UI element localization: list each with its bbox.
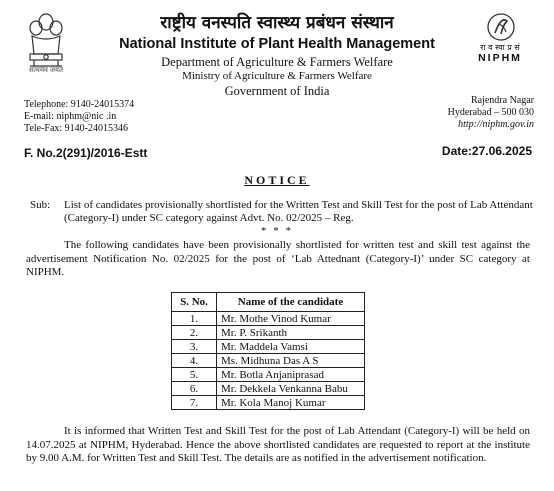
logo-hindi-text: रा व स्वा प्र सं [480,43,520,52]
table-header-row [172,293,365,312]
row-sno: 3. [172,340,217,354]
row-name: Ms. Midhuna Das A S [217,354,365,368]
hindi-institute-title: राष्ट्रीय वनस्पति स्वास्थ्य प्रबंधन संस्थान [160,13,394,33]
row-name: Mr. P. Srikanth [217,326,365,340]
row-name: Mr. Mothe Vinod Kumar [217,312,365,326]
intro-paragraph [26,239,530,280]
row-name: Mr. Kola Manoj Kumar [217,396,365,410]
row-name: Mr. Maddela Vamsi [217,340,365,354]
candidate-table [171,292,365,410]
table-row [172,340,365,354]
address-line-1: Rajendra Nagar [470,95,534,106]
address-line-2: Hyderabad – 500 030 [447,107,534,118]
row-sno: 7. [172,396,217,410]
table-row [172,354,365,368]
institute-name: National Institute of Plant Health Management [119,36,435,52]
row-sno: 6. [172,382,217,396]
department-line: Department of Agriculture & Farmers Welfare [161,55,393,69]
website-link[interactable]: http://niphm.gov.in [458,119,534,130]
fax: Tele-Fax: 9140-24015346 [24,123,129,134]
telephone: Telephone: 9140-24015374 [24,99,135,110]
ministry-line: Ministry of Agriculture & Farmers Welfare [182,70,372,82]
table-row [172,368,365,382]
row-name: Mr. Botla Anjaniprasad [217,368,365,382]
niphm-logo-icon [486,12,516,42]
emblem-caption: सत्यमेव जयते [29,66,63,74]
table-row [172,396,365,410]
notice-heading: NOTICE [244,173,310,187]
row-name: Mr. Dekkela Venkanna Babu [217,382,365,396]
row-sno: 2. [172,326,217,340]
table-row [172,382,365,396]
subject-text: List of candidates provisionally shortlisted for the Written Test and Skill Test for the post of Lab Attendant (Category-I) under SC category against Advt. No. 02/2025 – Reg. [64,199,533,224]
row-sno: 5. [172,368,217,382]
separator-stars: * * * [261,225,293,237]
subject-label: Sub: [30,199,51,211]
col-header-sno: S. No. [172,293,217,312]
table-row [172,312,365,326]
table-row [172,326,365,340]
row-sno: 4. [172,354,217,368]
exam-info-paragraph [26,425,530,466]
logo-abbreviation: NIPHM [478,52,522,64]
file-number: F. No.2(291)/2016-Estt [24,146,148,160]
col-header-name: Name of the candidate [217,293,365,312]
intro-paragraph-text: The following candidates have been provisionally shortlisted for written test and skill test against the advertisement Notification No. 02/2025 for the post of ‘Lab Attednant (Category-I)’ under SC category at NIPHM. [26,239,530,278]
row-sno: 1. [172,312,217,326]
exam-info-paragraph-text: It is informed that Written Test and Skill Test for the post of Lab Attendant (Category-I) will be held on 14.07.2025 at NIPHM, Hyderabad. Hence the above shortlisted candidates are requested to report at the institute by 9.00 A.M. for Written Test and Skill Test. The details are as notified in the advertisement notification. [26,425,530,464]
government-line: Government of India [224,84,330,98]
notice-date: Date:27.06.2025 [441,144,532,158]
email: E-mail: niphm@nic .in [24,111,117,122]
